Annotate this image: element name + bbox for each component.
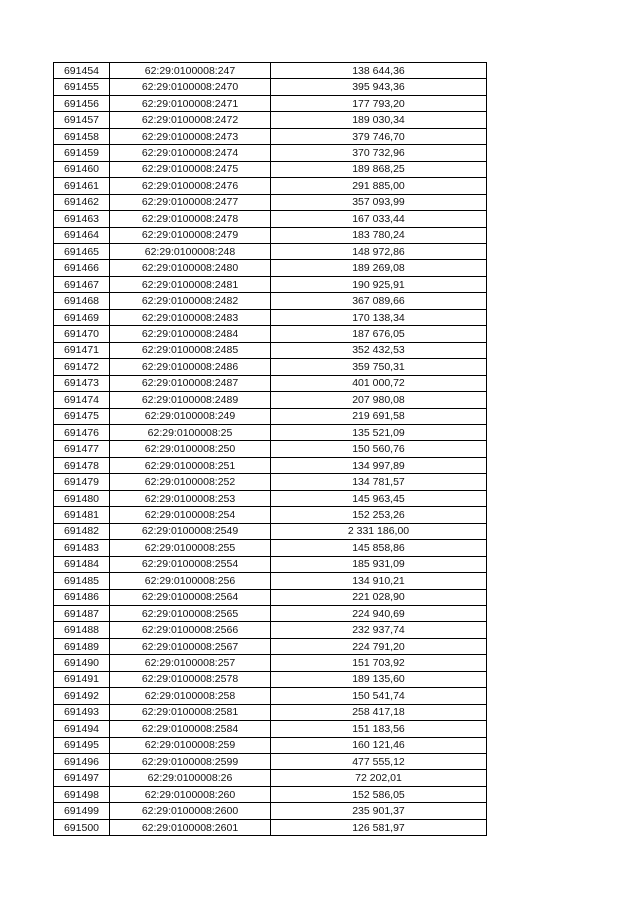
value-cell: 72 202,01 bbox=[271, 770, 487, 786]
row-number-cell: 691458 bbox=[54, 128, 110, 144]
value-cell: 207 980,08 bbox=[271, 392, 487, 408]
table-row bbox=[54, 638, 487, 654]
cadastral-number-cell: 62:29:0100008:2601 bbox=[110, 819, 271, 835]
cadastral-number-cell: 62:29:0100008:247 bbox=[110, 63, 271, 79]
value-cell: 359 750,31 bbox=[271, 359, 487, 375]
value-cell: 235 901,37 bbox=[271, 803, 487, 819]
row-number-cell: 691492 bbox=[54, 688, 110, 704]
table-row bbox=[54, 161, 487, 177]
cadastral-number-cell: 62:29:0100008:254 bbox=[110, 507, 271, 523]
row-number-cell: 691471 bbox=[54, 342, 110, 358]
table-row bbox=[54, 211, 487, 227]
row-number-cell: 691494 bbox=[54, 721, 110, 737]
table-row bbox=[54, 375, 487, 391]
row-number-cell: 691465 bbox=[54, 243, 110, 259]
row-number-cell: 691482 bbox=[54, 523, 110, 539]
value-cell: 151 183,56 bbox=[271, 721, 487, 737]
row-number-cell: 691454 bbox=[54, 63, 110, 79]
row-number-cell: 691479 bbox=[54, 474, 110, 490]
value-cell: 189 269,08 bbox=[271, 260, 487, 276]
row-number-cell: 691461 bbox=[54, 178, 110, 194]
table-row bbox=[54, 770, 487, 786]
table-row bbox=[54, 79, 487, 95]
row-number-cell: 691495 bbox=[54, 737, 110, 753]
row-number-cell: 691457 bbox=[54, 112, 110, 128]
cadastral-number-cell: 62:29:0100008:2471 bbox=[110, 95, 271, 111]
cadastral-number-cell: 62:29:0100008:2470 bbox=[110, 79, 271, 95]
table-row bbox=[54, 556, 487, 572]
cadastral-number-cell: 62:29:0100008:2478 bbox=[110, 211, 271, 227]
value-cell: 183 780,24 bbox=[271, 227, 487, 243]
value-cell: 291 885,00 bbox=[271, 178, 487, 194]
row-number-cell: 691467 bbox=[54, 276, 110, 292]
row-number-cell: 691480 bbox=[54, 490, 110, 506]
row-number-cell: 691483 bbox=[54, 540, 110, 556]
cadastral-number-cell: 62:29:0100008:248 bbox=[110, 243, 271, 259]
cadastral-number-cell: 62:29:0100008:2483 bbox=[110, 309, 271, 325]
table-row bbox=[54, 622, 487, 638]
row-number-cell: 691491 bbox=[54, 671, 110, 687]
value-cell: 189 030,34 bbox=[271, 112, 487, 128]
cadastral-number-cell: 62:29:0100008:2489 bbox=[110, 392, 271, 408]
value-cell: 134 781,57 bbox=[271, 474, 487, 490]
cadastral-number-cell: 62:29:0100008:258 bbox=[110, 688, 271, 704]
table-row bbox=[54, 227, 487, 243]
value-cell: 2 331 186,00 bbox=[271, 523, 487, 539]
value-cell: 401 000,72 bbox=[271, 375, 487, 391]
value-cell: 477 555,12 bbox=[271, 754, 487, 770]
row-number-cell: 691462 bbox=[54, 194, 110, 210]
value-cell: 379 746,70 bbox=[271, 128, 487, 144]
row-number-cell: 691464 bbox=[54, 227, 110, 243]
cadastral-number-cell: 62:29:0100008:2477 bbox=[110, 194, 271, 210]
value-cell: 224 791,20 bbox=[271, 638, 487, 654]
table-row bbox=[54, 786, 487, 802]
cadastral-number-cell: 62:29:0100008:2565 bbox=[110, 605, 271, 621]
table-row bbox=[54, 803, 487, 819]
row-number-cell: 691463 bbox=[54, 211, 110, 227]
table-row bbox=[54, 95, 487, 111]
table-row bbox=[54, 688, 487, 704]
table-row bbox=[54, 309, 487, 325]
table-row bbox=[54, 260, 487, 276]
row-number-cell: 691498 bbox=[54, 786, 110, 802]
row-number-cell: 691489 bbox=[54, 638, 110, 654]
value-cell: 219 691,58 bbox=[271, 408, 487, 424]
cadastral-number-cell: 62:29:0100008:249 bbox=[110, 408, 271, 424]
table-row bbox=[54, 737, 487, 753]
table-row bbox=[54, 128, 487, 144]
table-row bbox=[54, 408, 487, 424]
value-cell: 189 868,25 bbox=[271, 161, 487, 177]
row-number-cell: 691496 bbox=[54, 754, 110, 770]
table-row bbox=[54, 819, 487, 835]
row-number-cell: 691490 bbox=[54, 655, 110, 671]
value-cell: 370 732,96 bbox=[271, 145, 487, 161]
table-row bbox=[54, 671, 487, 687]
row-number-cell: 691481 bbox=[54, 507, 110, 523]
table-row bbox=[54, 112, 487, 128]
value-cell: 135 521,09 bbox=[271, 424, 487, 440]
row-number-cell: 691466 bbox=[54, 260, 110, 276]
row-number-cell: 691470 bbox=[54, 326, 110, 342]
table-row bbox=[54, 573, 487, 589]
table-row bbox=[54, 424, 487, 440]
value-cell: 189 135,60 bbox=[271, 671, 487, 687]
value-cell: 152 253,26 bbox=[271, 507, 487, 523]
cadastral-number-cell: 62:29:0100008:2476 bbox=[110, 178, 271, 194]
table-row bbox=[54, 326, 487, 342]
value-cell: 160 121,46 bbox=[271, 737, 487, 753]
value-cell: 148 972,86 bbox=[271, 243, 487, 259]
table-row bbox=[54, 605, 487, 621]
row-number-cell: 691469 bbox=[54, 309, 110, 325]
row-number-cell: 691487 bbox=[54, 605, 110, 621]
table-row bbox=[54, 507, 487, 523]
table-row bbox=[54, 145, 487, 161]
cadastral-number-cell: 62:29:0100008:2485 bbox=[110, 342, 271, 358]
table-row bbox=[54, 704, 487, 720]
value-cell: 367 089,66 bbox=[271, 293, 487, 309]
cadastral-number-cell: 62:29:0100008:253 bbox=[110, 490, 271, 506]
row-number-cell: 691486 bbox=[54, 589, 110, 605]
row-number-cell: 691475 bbox=[54, 408, 110, 424]
row-number-cell: 691478 bbox=[54, 457, 110, 473]
cadastral-number-cell: 62:29:0100008:2578 bbox=[110, 671, 271, 687]
table-row bbox=[54, 342, 487, 358]
cadastral-number-cell: 62:29:0100008:2554 bbox=[110, 556, 271, 572]
row-number-cell: 691455 bbox=[54, 79, 110, 95]
table-row bbox=[54, 293, 487, 309]
value-cell: 150 541,74 bbox=[271, 688, 487, 704]
cadastral-number-cell: 62:29:0100008:2566 bbox=[110, 622, 271, 638]
cadastral-number-cell: 62:29:0100008:2473 bbox=[110, 128, 271, 144]
cadastral-number-cell: 62:29:0100008:260 bbox=[110, 786, 271, 802]
cadastral-number-cell: 62:29:0100008:2481 bbox=[110, 276, 271, 292]
table-row bbox=[54, 392, 487, 408]
cadastral-number-cell: 62:29:0100008:2487 bbox=[110, 375, 271, 391]
value-cell: 357 093,99 bbox=[271, 194, 487, 210]
row-number-cell: 691473 bbox=[54, 375, 110, 391]
row-number-cell: 691472 bbox=[54, 359, 110, 375]
value-cell: 170 138,34 bbox=[271, 309, 487, 325]
table-row bbox=[54, 754, 487, 770]
cadastral-number-cell: 62:29:0100008:2480 bbox=[110, 260, 271, 276]
value-cell: 224 940,69 bbox=[271, 605, 487, 621]
cadastral-number-cell: 62:29:0100008:2475 bbox=[110, 161, 271, 177]
cadastral-number-cell: 62:29:0100008:252 bbox=[110, 474, 271, 490]
table-row bbox=[54, 721, 487, 737]
cadastral-number-cell: 62:29:0100008:2479 bbox=[110, 227, 271, 243]
cadastral-number-cell: 62:29:0100008:2549 bbox=[110, 523, 271, 539]
table-row bbox=[54, 441, 487, 457]
value-cell: 145 858,86 bbox=[271, 540, 487, 556]
table-row bbox=[54, 655, 487, 671]
row-number-cell: 691497 bbox=[54, 770, 110, 786]
row-number-cell: 691493 bbox=[54, 704, 110, 720]
row-number-cell: 691500 bbox=[54, 819, 110, 835]
table-row bbox=[54, 178, 487, 194]
table-row bbox=[54, 194, 487, 210]
row-number-cell: 691460 bbox=[54, 161, 110, 177]
cadastral-number-cell: 62:29:0100008:256 bbox=[110, 573, 271, 589]
value-cell: 232 937,74 bbox=[271, 622, 487, 638]
row-number-cell: 691477 bbox=[54, 441, 110, 457]
row-number-cell: 691485 bbox=[54, 573, 110, 589]
table-row bbox=[54, 474, 487, 490]
cadastral-number-cell: 62:29:0100008:26 bbox=[110, 770, 271, 786]
row-number-cell: 691499 bbox=[54, 803, 110, 819]
value-cell: 187 676,05 bbox=[271, 326, 487, 342]
cadastral-number-cell: 62:29:0100008:250 bbox=[110, 441, 271, 457]
cadastral-number-cell: 62:29:0100008:2567 bbox=[110, 638, 271, 654]
value-cell: 185 931,09 bbox=[271, 556, 487, 572]
row-number-cell: 691456 bbox=[54, 95, 110, 111]
value-cell: 177 793,20 bbox=[271, 95, 487, 111]
value-cell: 138 644,36 bbox=[271, 63, 487, 79]
value-cell: 352 432,53 bbox=[271, 342, 487, 358]
value-cell: 134 910,21 bbox=[271, 573, 487, 589]
value-cell: 152 586,05 bbox=[271, 786, 487, 802]
table-row bbox=[54, 490, 487, 506]
table-row bbox=[54, 589, 487, 605]
table-row bbox=[54, 457, 487, 473]
value-cell: 126 581,97 bbox=[271, 819, 487, 835]
cadastral-number-cell: 62:29:0100008:2581 bbox=[110, 704, 271, 720]
cadastral-number-cell: 62:29:0100008:2486 bbox=[110, 359, 271, 375]
cadastral-number-cell: 62:29:0100008:255 bbox=[110, 540, 271, 556]
value-cell: 395 943,36 bbox=[271, 79, 487, 95]
table-row bbox=[54, 63, 487, 79]
value-cell: 190 925,91 bbox=[271, 276, 487, 292]
row-number-cell: 691488 bbox=[54, 622, 110, 638]
cadastral-value-table bbox=[53, 62, 487, 836]
row-number-cell: 691459 bbox=[54, 145, 110, 161]
value-cell: 134 997,89 bbox=[271, 457, 487, 473]
cadastral-number-cell: 62:29:0100008:251 bbox=[110, 457, 271, 473]
row-number-cell: 691484 bbox=[54, 556, 110, 572]
value-cell: 150 560,76 bbox=[271, 441, 487, 457]
value-cell: 151 703,92 bbox=[271, 655, 487, 671]
cadastral-number-cell: 62:29:0100008:2474 bbox=[110, 145, 271, 161]
value-cell: 145 963,45 bbox=[271, 490, 487, 506]
cadastral-number-cell: 62:29:0100008:2584 bbox=[110, 721, 271, 737]
row-number-cell: 691476 bbox=[54, 424, 110, 440]
table-row bbox=[54, 540, 487, 556]
table-row bbox=[54, 276, 487, 292]
table-body bbox=[54, 63, 487, 836]
value-cell: 221 028,90 bbox=[271, 589, 487, 605]
table-row bbox=[54, 359, 487, 375]
cadastral-number-cell: 62:29:0100008:2482 bbox=[110, 293, 271, 309]
cadastral-number-cell: 62:29:0100008:2472 bbox=[110, 112, 271, 128]
table-row bbox=[54, 243, 487, 259]
cadastral-number-cell: 62:29:0100008:2599 bbox=[110, 754, 271, 770]
row-number-cell: 691474 bbox=[54, 392, 110, 408]
row-number-cell: 691468 bbox=[54, 293, 110, 309]
cadastral-number-cell: 62:29:0100008:25 bbox=[110, 424, 271, 440]
value-cell: 167 033,44 bbox=[271, 211, 487, 227]
cadastral-number-cell: 62:29:0100008:2600 bbox=[110, 803, 271, 819]
table-row bbox=[54, 523, 487, 539]
cadastral-number-cell: 62:29:0100008:2484 bbox=[110, 326, 271, 342]
cadastral-number-cell: 62:29:0100008:2564 bbox=[110, 589, 271, 605]
cadastral-number-cell: 62:29:0100008:259 bbox=[110, 737, 271, 753]
cadastral-number-cell: 62:29:0100008:257 bbox=[110, 655, 271, 671]
value-cell: 258 417,18 bbox=[271, 704, 487, 720]
